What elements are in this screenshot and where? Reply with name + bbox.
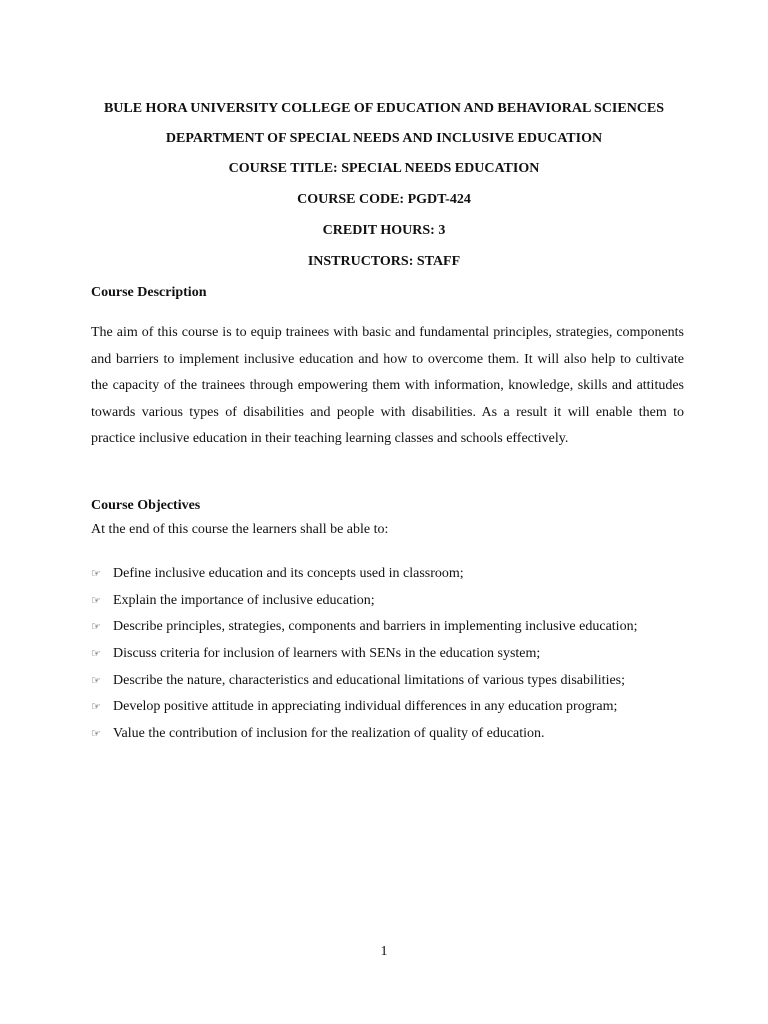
course-objectives-intro: At the end of this course the learners shall be able to: (91, 522, 389, 537)
university-title: BULE HORA UNIVERSITY COLLEGE OF EDUCATION AND BEHAVIORAL SCIENCES (103, 101, 665, 116)
objective-item (91, 588, 711, 615)
objective-text: Value the contribution of inclusion for the realization of quality of education. (113, 725, 545, 741)
objective-text: Discuss criteria for inclusion of learners with SENs in the education system; (113, 646, 541, 662)
objective-item (91, 614, 711, 641)
course-code: COURSE CODE: PGDT-424 (297, 192, 471, 207)
course-description-heading: Course Description (91, 285, 207, 300)
course-objectives-heading: Course Objectives (91, 498, 201, 513)
pointing-hand-icon: ☞ (91, 727, 101, 740)
page-number: 1 (380, 944, 388, 959)
objective-text: Describe the nature, characteristics and educational limitations of various types disabilities; (113, 672, 626, 688)
credit-hours: CREDIT HOURS: 3 (322, 223, 446, 238)
objective-text: Develop positive attitude in appreciating individual differences in any education program; (113, 699, 618, 715)
course-description-text: The aim of this course is to equip trainees with basic and fundamental principles, strategies, components and barriers to implement inclusive education and how to overcome them. It will also help to cultivate the capacity of the trainees through empowering them with information, knowledge, skills and attitudes towards various types of disabilities and people with disabilities. As a result it will enable them to practice inclusive education in their teaching learning classes and schools effectively. (91, 325, 684, 447)
pointing-hand-icon: ☞ (91, 594, 101, 607)
instructors: INSTRUCTORS: STAFF (307, 254, 461, 269)
objective-text: Explain the importance of inclusive education; (113, 592, 375, 608)
objective-text: Describe principles, strategies, components and barriers in implementing inclusive education; (113, 619, 638, 635)
objective-item (91, 561, 711, 588)
objective-text: Define inclusive education and its concepts used in classroom; (113, 566, 464, 582)
objective-item (91, 641, 711, 668)
pointing-hand-icon: ☞ (91, 648, 101, 661)
pointing-hand-icon: ☞ (91, 701, 101, 714)
department-title: DEPARTMENT OF SPECIAL NEEDS AND INCLUSIVE EDUCATION (165, 131, 603, 146)
pointing-hand-icon: ☞ (91, 568, 101, 581)
objective-item (91, 721, 711, 748)
objectives-list (91, 561, 711, 747)
objective-item (91, 667, 711, 694)
objective-item (91, 694, 711, 721)
pointing-hand-icon: ☞ (91, 674, 101, 687)
pointing-hand-icon: ☞ (91, 621, 101, 634)
course-title: COURSE TITLE: SPECIAL NEEDS EDUCATION (228, 161, 540, 176)
